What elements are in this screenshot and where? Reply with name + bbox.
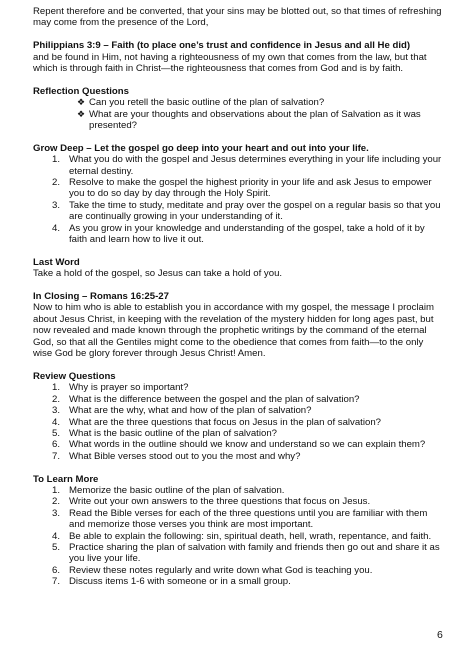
list-item: 3. What are the why, what and how of the plan of salvation? [52,405,312,417]
reflection-list [33,97,445,131]
grow-deep-list [33,154,445,245]
list-item: 3. Read the Bible verses for each of the three questions until you are familiar with them and memorize those verses you think are most important. [52,507,428,531]
diamond-bullet-icon: ❖ [77,97,86,108]
list-item: 7. Discuss items 1-6 with someone or in a small group. [52,576,291,588]
list-item: 7. What Bible verses stood out to you the most and why? [52,450,301,462]
list-item: 2. Resolve to make the gospel the highest priority in your life and ask Jesus to empower you to do so day by day through the Holy Spirit. [52,177,432,200]
reflection-heading: Reflection Questions [33,85,129,97]
learn-more-list [33,485,445,588]
review-list [33,382,445,462]
review-heading: Review Questions [33,370,116,382]
list-item: 4. Be able to explain the following: sin, spiritual death, hell, wrath, repentance, and faith. [52,530,432,542]
last-word-text: Take a hold of the gospel, so Jesus can take a hold of you. [33,268,283,280]
philippians-text: and be found in Him, not having a righteousness of my own that comes from the law, but that which is through faith in Christ—the righteousness that comes from God and is by faith. [33,51,427,75]
diamond-bullet-icon: ❖ [77,108,86,119]
grow-deep-heading: Grow Deep – Let the gospel go deep into your heart and out into your life. [33,142,369,154]
list-item: 4. As you grow in your knowledge and understanding of the gospel, take a hold of it by faith and learn how to live it out. [52,222,425,246]
list-item: 3. Take the time to study, meditate and pray over the gospel on a regular basis so that you are continually growing in your understanding of it. [52,199,441,223]
page-number: 6 [437,629,443,641]
learn-more-heading: To Learn More [33,473,99,485]
last-word-heading: Last Word [33,256,80,268]
list-item: 6. Review these notes regularly and write down what God is teaching you. [52,564,373,576]
document-page [33,6,445,588]
closing-heading: In Closing – Romans 16:25-27 [33,291,169,303]
list-item: 1. What you do with the gospel and Jesus determines everything in your life including your eternal destiny. [52,154,442,177]
list-item: 2. Write out your own answers to the three questions that focus on Jesus. [52,496,371,508]
list-item: 6. What words in the outline should we know and understand so we can explain them? [52,439,426,451]
list-item: 4. What are the three questions that focus on Jesus in the plan of salvation? [52,416,381,428]
list-item: 1. Memorize the basic outline of the plan of salvation. [52,484,285,496]
list-item: 5. What is the basic outline of the plan of salvation? [52,427,277,439]
list-item: 5. Practice sharing the plan of salvation with family and friends then go out and share it as you live your life. [52,541,440,565]
list-item: ❖ Can you retell the basic outline of the plan of salvation? [77,97,325,109]
intro-paragraph: Repent therefore and be converted, that your sins may be blotted out, so that times of refreshing may come from the presence of the Lord, [33,6,442,29]
list-item: 2. What is the difference between the gospel and the plan of salvation? [52,393,360,405]
list-item: 1. Why is prayer so important? [52,382,189,394]
philippians-heading: Philippians 3:9 – Faith (to place one’s trust and confidence in Jesus and all He did) [33,40,411,52]
closing-text: Now to him who is able to establish you in accordance with my gospel, the message I proclaim about Jesus Christ, in keeping with the revelation of the mystery hidden for long ages past, but now revealed and made known through the prophetic writings by the command of the eternal God, so that all the Gentiles might come to the obedience that comes from faith—to the only wise God be glory forever through Jesus Christ! Amen. [33,302,434,360]
list-item: ❖ What are your thoughts and observations about the plan of Salvation as it was presented? [77,108,421,132]
